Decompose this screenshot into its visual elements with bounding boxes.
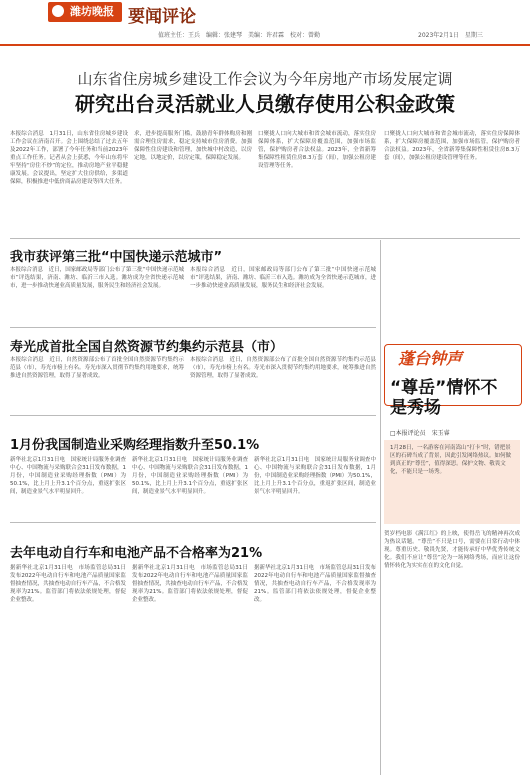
divider (10, 238, 520, 239)
lead-headline: 研究出台灵活就业人员缴存使用公积金政策 (75, 92, 455, 116)
lead-kicker: 山东省住房城乡建设工作会议为今年房地产市场发展定调 (77, 70, 453, 88)
article5-body-b: 据新华社北京1月31日电 市场监管总局31日发布2022年电动自行车和电池产品质量国家监督抽查情况，共抽查电动自行车产品，不合格发现率为21%。监管部门将依法依规处理，督促企业整改。 (132, 565, 248, 603)
divider (10, 415, 376, 416)
column-title: “尊岳”情怀不是秀场 (390, 378, 498, 418)
divider (10, 327, 376, 328)
article4-body-a: 新华社北京1月31日电 国家统计局服务业调查中心、中国物流与采购联合会31日发布数据，1月份，中国制造业采购经理指数（PMI）为50.1%，比上月上升3.1个百分点，重返扩张区间，制造业景气水平明显回升。 (10, 457, 126, 495)
staff-credits: 值班主任：王兵 编辑：张建琴 美编：许君霖 校对：曾勤 (158, 32, 321, 39)
article4-body-c: 新华社北京1月31日电 国家统计局服务业调查中心、中国物流与采购联合会31日发布数据，1月份，中国制造业采购经理指数（PMI）为50.1%，比上月上升3.1个百分点，重返扩张区间，制造业景气水平明显回升。 (254, 457, 376, 495)
date-line: 2023年2月1日 星期三 (418, 32, 483, 39)
article5-headline: 去年电动自行车和电池产品不合格率为21% (10, 546, 263, 561)
article4-headline: 1月份我国制造业采购经理指数升至50.1% (10, 438, 260, 453)
article4-body-b: 新华社北京1月31日电 国家统计局服务业调查中心、中国物流与采购联合会31日发布数据，1月份，中国制造业采购经理指数（PMI）为50.1%，比上月上升3.1个百分点，重返扩张区间，制造业景气水平明显回升。 (132, 457, 248, 495)
brand-icon (52, 5, 64, 17)
column-divider (380, 240, 381, 775)
column-logo: 蓬台钟声 (398, 349, 463, 368)
column-byline: □本报评论员 宋玉睿 (390, 430, 450, 437)
column-summary: 1月28日，一名游客在河南嵩山“打卡”时，错把景区的石碑当成了背景，因此引发网络热议。如何做到真正的“尊岳”，值得深思。保护文物、敬畏文化，不能只是一场秀。 (390, 445, 512, 475)
brand-logo: 潍坊晚报 (48, 2, 122, 22)
lead-body-col4: 口聚拢人口向大城市和省会城市流动，落实住房保障体系，扩大保障房覆盖范围，加强市场监管，保护购房者合法权益。2023年，全省新筹集保障性租赁住房8.3万套（间），加强公租房建设管理等任务。 (384, 131, 520, 161)
article5-body-a: 据新华社北京1月31日电 市场监管总局31日发布2022年电动自行车和电池产品质量国家监督抽查情况，共抽查电动自行车产品，不合格发现率为21%。监管部门将依法依规处理，督促企业整改。 (10, 565, 126, 603)
article2-body-b: 本报综合消息 近日，国家邮政局等部门公布了第三批“中国快递示范城市”评选结果，济南、潍坊、临沂三市入选。潍坊成为全省快递示范城市，进一步推动快递业高质量发展，服务民生和经济社会发展。 (190, 267, 376, 289)
divider (10, 522, 376, 523)
article3-body-b: 本报综合消息 近日，自然资源部公布了首批全国自然资源节约集约示范县（市），寿光市榜上有名。寿光市深入贯彻节约集约用地要求，统筹推进自然资源管理，取得了显著成效。 (190, 357, 376, 379)
column-body: 贺岁档电影《满江红》的上映，使得岳飞的精神再次成为热议话题。“尊岳”不只是口号，需要在日常行动中体现。尊重历史、敬畏先贤，才能传承好中华优秀传统文化。我们不应让“尊岳”沦为一场网络秀场，而应让这份情怀转化为实实在在的文化自觉。 (384, 531, 520, 569)
lead-body-col3: 口聚拢人口向大城市和省会城市流动，落实住房保障体系，扩大保障房覆盖范围，加强市场监管，保护购房者合法权益。2023年，全省新筹集保障性租赁住房8.3万套（间），加强公租房建设管理等任务。 (258, 131, 376, 169)
article2-body-a: 本报综合消息 近日，国家邮政局等部门公布了第三批“中国快递示范城市”评选结果，济南、潍坊、临沂三市入选。潍坊成为全省快递示范城市，进一步推动快递业高质量发展，服务民生和经济社会发展。 (10, 267, 184, 289)
article2-headline: 我市获评第三批“中国快递示范城市” (10, 250, 223, 265)
article5-body-c: 据新华社北京1月31日电 市场监管总局31日发布2022年电动自行车和电池产品质量国家监督抽查情况，共抽查电动自行车产品，不合格发现率为21%。监管部门将依法依规处理，督促企业整改。 (254, 565, 376, 603)
article3-headline: 寿光成首批全国自然资源节约集约示范县（市） (10, 340, 284, 355)
lead-body-col1: 本报综合消息 1月31日，山东省住房城乡建设工作会议在济南召开。会上围绕总结了过去五年及2022年工作，部署了今年任务和当前2023年重点工作任务。记者从会上获悉，今年山东将牢牢坚持“房住不炒”的定位，推动房地产业平稳健康发展。会议提出，坚定扩大住房供给，多渠道保障，积极推进中低价商品房建设等四大任务。 (10, 131, 128, 185)
article3-body-a: 本报综合消息 近日，自然资源部公布了首批全国自然资源节约集约示范县（市），寿光市榜上有名。寿光市深入贯彻节约集约用地要求，统筹推进自然资源管理，取得了显著成效。 (10, 357, 184, 379)
lead-body-col2: 求，进步提高服务门槛，鼓励青年群体购房和刚需合理住房需求，稳定支持城市住房消费。加强保障性住房建设和管理，加快城中村改造，以房定地，以地定价，以房定策，保障稳定发展。 (134, 131, 252, 161)
section-title: 要闻评论 (128, 7, 196, 27)
